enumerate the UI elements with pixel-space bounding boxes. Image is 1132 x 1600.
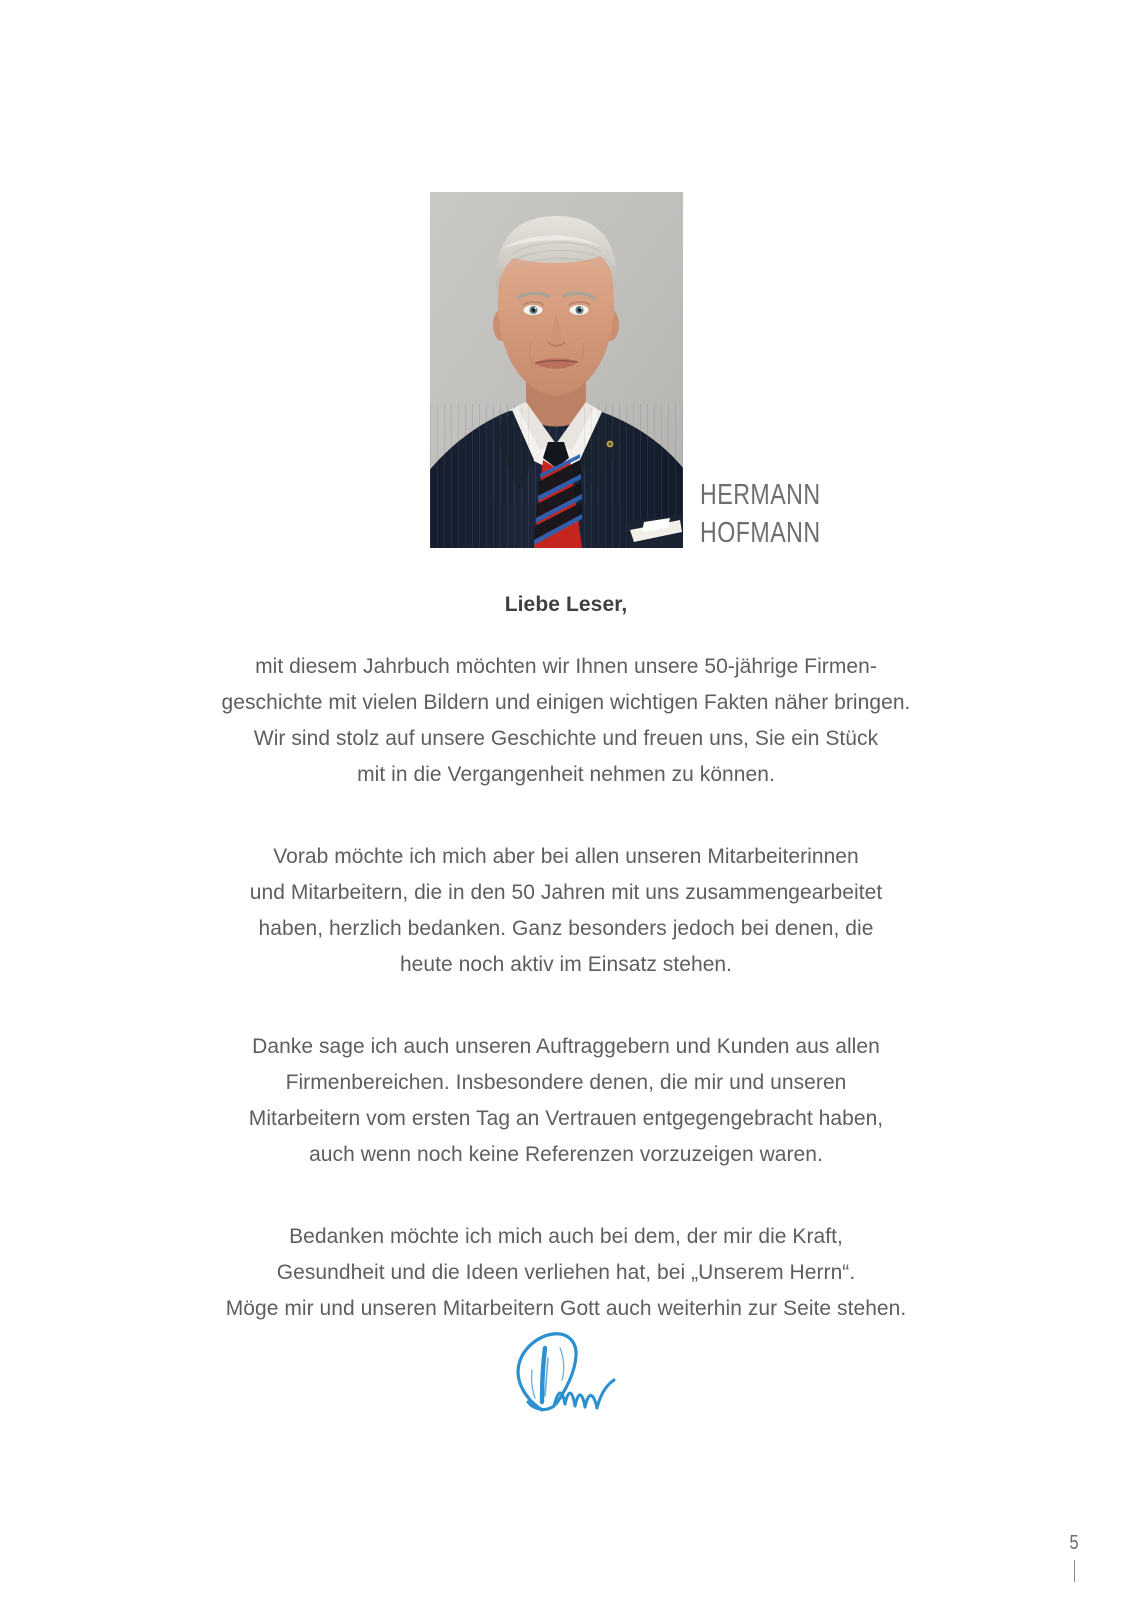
letter-line: haben, herzlich bedanken. Ganz besonders jedoch bei denen, die bbox=[258, 917, 874, 941]
letter-line: Vorab möchte ich mich aber bei allen unseren Mitarbeiterinnen bbox=[273, 845, 859, 869]
letter-line: heute noch aktiv im Einsatz stehen. bbox=[399, 953, 733, 977]
letter-line: Gesundheit und die Ideen verliehen hat, bei „Unserem Herrn“. bbox=[276, 1261, 856, 1285]
letter-line: Wir sind stolz auf unsere Geschichte und freuen uns, Sie ein Stück bbox=[253, 727, 879, 751]
letter-body bbox=[0, 590, 1132, 1327]
letter-line: und Mitarbeitern, die in den 50 Jahren mit uns zusammengearbeitet bbox=[249, 881, 883, 905]
letter-paragraph bbox=[0, 649, 1132, 793]
letter-paragraph bbox=[0, 1029, 1132, 1173]
portrait-name bbox=[700, 481, 851, 557]
letter-line: Bedanken möchte ich mich auch bei dem, der mir die Kraft, bbox=[289, 1225, 843, 1249]
letter-line: Firmenbereichen. Insbesondere denen, die mir und unseren bbox=[285, 1071, 847, 1095]
letter-line: Möge mir und unseren Mitarbeitern Gott auch weiterhin zur Seite stehen. bbox=[225, 1297, 907, 1321]
letter-paragraph bbox=[0, 1219, 1132, 1327]
folio bbox=[1054, 1533, 1094, 1582]
portrait-block bbox=[430, 192, 683, 548]
letter-line: Mitarbeitern vom ersten Tag an Vertrauen entgegengebracht haben, bbox=[248, 1107, 884, 1131]
letter-line: mit diesem Jahrbuch möchten wir Ihnen unsere 50-jährige Firmen- bbox=[255, 655, 877, 679]
name-line-first: HERMANN bbox=[700, 479, 821, 511]
letter-salutation: Liebe Leser, bbox=[504, 593, 628, 616]
letter-paragraph bbox=[0, 839, 1132, 983]
page-number: 5 bbox=[1069, 1532, 1079, 1554]
folio-rule bbox=[1074, 1560, 1075, 1582]
letter-line: Danke sage ich auch unseren Auftraggebern und Kunden aus allen bbox=[252, 1035, 880, 1059]
letter-line: mit in die Vergangenheit nehmen zu können. bbox=[357, 763, 775, 787]
letter-line: auch wenn noch keine Referenzen vorzuzeigen waren. bbox=[309, 1143, 823, 1167]
name-line-last: HOFMANN bbox=[700, 517, 821, 549]
letter-line: geschichte mit vielen Bildern und einigen wichtigen Fakten näher bringen. bbox=[221, 691, 911, 715]
portrait-photo bbox=[430, 192, 683, 548]
signature-image bbox=[498, 1318, 633, 1413]
